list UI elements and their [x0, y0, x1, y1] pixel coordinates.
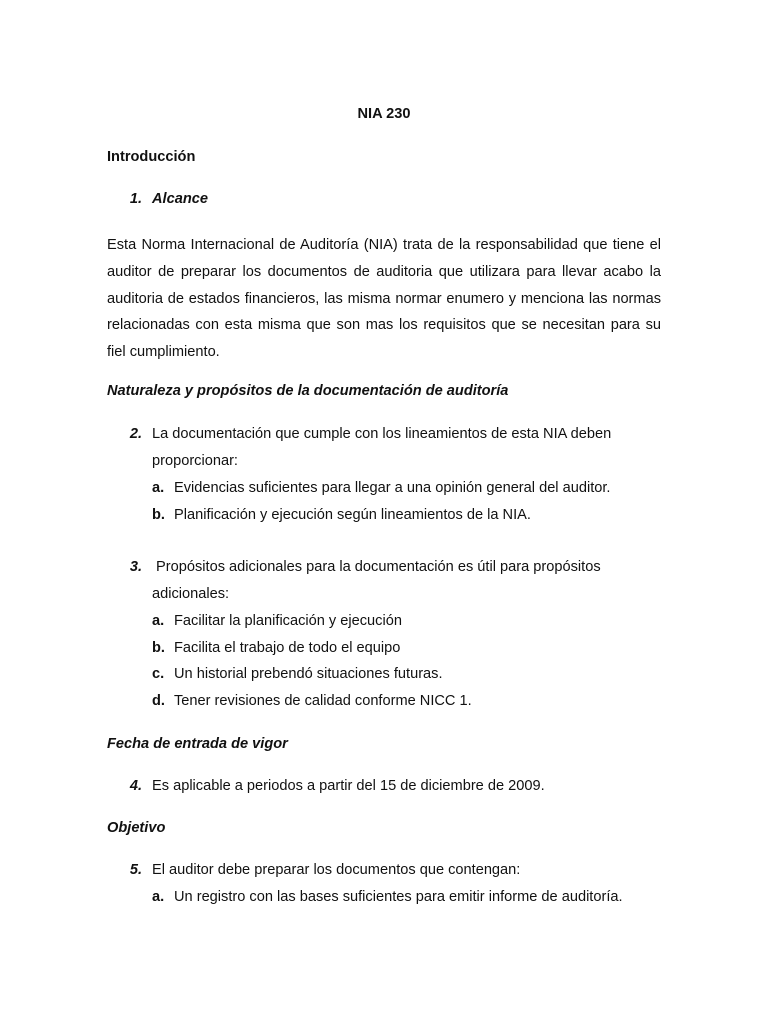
item3-sub-b-letter: b. — [152, 640, 165, 656]
item2-sub-b-letter: b. — [152, 507, 165, 523]
scope-number: 1. — [129, 191, 142, 207]
item3-line2: adicionales: — [152, 586, 230, 602]
item5-sub-a-text: Un registro con las bases suficientes para emitir informe de auditoría. — [174, 889, 623, 905]
section-objective-heading: Objetivo — [107, 820, 166, 836]
item3-sub-c-letter: c. — [152, 666, 165, 682]
item2-line2: proporcionar: — [152, 453, 238, 469]
item4-number: 4. — [129, 778, 142, 794]
item3-number: 3. — [129, 559, 142, 575]
item2-number: 2. — [129, 426, 142, 442]
item2-line1: La documentación que cumple con los lineamientos de esta NIA deben — [152, 426, 612, 442]
item3-line1: Propósitos adicionales para la documentación es útil para propósitos — [152, 559, 601, 575]
item4-text: Es aplicable a periodos a partir del 15 de diciembre de 2009. — [152, 778, 545, 794]
item3-sub-c-text: Un historial prebendó situaciones futuras. — [174, 666, 443, 682]
intro-heading: Introducción — [107, 149, 196, 165]
document-title: NIA 230 — [357, 106, 411, 122]
item3-sub-d-text: Tener revisiones de calidad conforme NICC 1. — [174, 693, 472, 709]
item2-sub-a-text: Evidencias suficientes para llegar a una opinión general del auditor. — [174, 480, 611, 496]
item5-number: 5. — [129, 862, 142, 878]
section-effective-heading: Fecha de entrada de vigor — [107, 736, 288, 752]
scope-heading: Alcance — [152, 191, 208, 207]
item2-sub-b-text: Planificación y ejecución según lineamientos de la NIA. — [174, 507, 531, 523]
item3-sub-a-text: Facilitar la planificación y ejecución — [174, 613, 402, 629]
section-nature-heading: Naturaleza y propósitos de la documentación de auditoría — [107, 383, 509, 399]
item2-sub-a-letter: a. — [152, 480, 165, 496]
item3-sub-d-letter: d. — [152, 693, 165, 709]
item5-text: El auditor debe preparar los documentos que contengan: — [152, 862, 521, 878]
item5-sub-a-letter: a. — [152, 889, 165, 905]
item3-sub-a-letter: a. — [152, 613, 165, 629]
item3-sub-b-text: Facilita el trabajo de todo el equipo — [174, 640, 401, 656]
scope-paragraph: Esta Norma Internacional de Auditoría (NIA) trata de la responsabilidad que tiene el auditor de preparar los documentos de auditoria que utilizara para llevar acabo la auditoria de estados financieros, las misma normar enumero y menciona las normas relacionadas con esta misma que son mas los requisitos que se necesitan para su fiel cumplimiento. — [107, 237, 661, 361]
